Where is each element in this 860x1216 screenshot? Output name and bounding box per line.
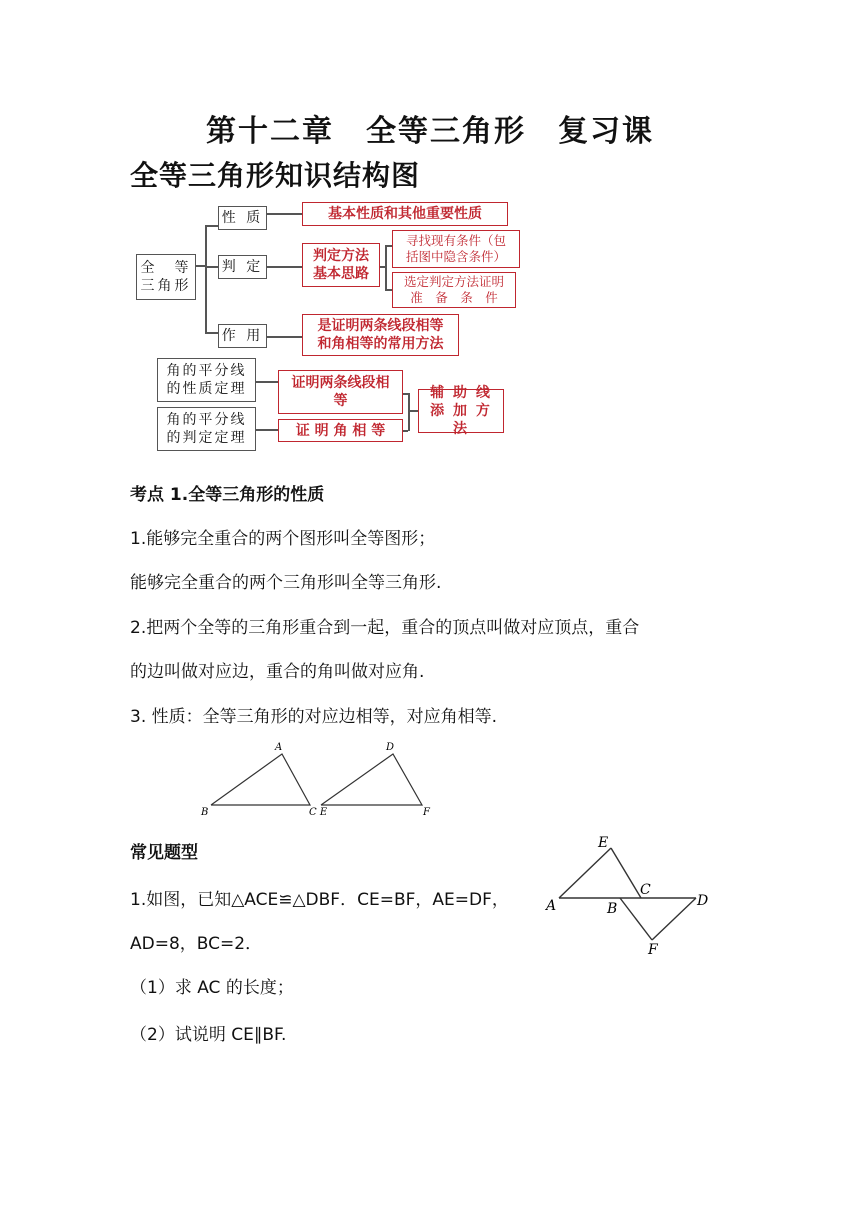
auxiliary-lines-method: [418, 385, 504, 437]
root-line1: 全 等: [140, 260, 192, 276]
label-A: A: [275, 742, 283, 753]
label-D: D: [386, 742, 395, 753]
criteria-step1: [392, 230, 520, 268]
bisector-criteria-theorem: [157, 407, 256, 451]
fig2-label-E: E: [598, 835, 609, 851]
paragraph-2: 能够完全重合的两个三角形叫全等三角形.: [130, 573, 442, 593]
bisector1-line2: 的性质定理: [166, 381, 247, 397]
prove-segments-equal: [278, 370, 403, 414]
root-node: [136, 254, 196, 300]
fig2-label-F: F: [648, 942, 658, 958]
section-title: 全等三角形知识结构图: [130, 159, 421, 192]
problem-figure: [540, 830, 720, 960]
fig2-label-B: B: [607, 901, 618, 917]
problem-line-1: 1.如图，已知△ACE≌△DBF．CE=BF，AE=DF，: [130, 890, 509, 910]
aux-lines-line1: 辅 助 线: [430, 385, 492, 401]
paragraph-3: 2.把两个全等的三角形重合到一起，重合的顶点叫做对应顶点，重合: [130, 618, 640, 638]
bisector1-line1: 角的平分线: [166, 363, 247, 379]
criteria-method: [302, 243, 380, 287]
fig2-label-C: C: [640, 882, 651, 898]
criteria-step2-line2: 准 备 条 件: [410, 290, 498, 305]
criteria-step1-line2: 括图中隐含条件）: [405, 249, 506, 264]
problem-question-2: （2）试说明 CE∥BF.: [130, 1025, 287, 1045]
root-line2: 三角形: [140, 278, 192, 294]
label-CE: C E: [309, 807, 328, 818]
usage-desc-line2: 和角相等的常用方法: [317, 336, 444, 352]
fig2-label-D: D: [697, 893, 709, 909]
properties-desc: 基本性质和其他重要性质: [302, 202, 508, 226]
usage-desc-line1: 是证明两条线段相等: [317, 318, 444, 334]
bisector2-line2: 的判定定理: [166, 430, 247, 446]
problem-line-2: AD=8，BC=2．: [130, 934, 263, 954]
common-problems-heading: 常见题型: [130, 843, 198, 863]
congruent-triangles-figure: [195, 738, 445, 820]
label-B: B: [201, 807, 209, 818]
node-criteria: 判 定: [218, 255, 267, 279]
paragraph-4: 的边叫做对应边，重合的角叫做对应角.: [130, 662, 425, 682]
node-usage: 作 用: [218, 324, 267, 348]
label-F: F: [423, 807, 430, 818]
bisector-property-theorem: [157, 358, 256, 402]
criteria-step2-line1: 选定判定方法证明: [403, 274, 504, 289]
criteria-method-line2: 基本思路: [313, 266, 369, 282]
prove-segments-line1: 证明两条线段相: [291, 375, 390, 391]
bisector2-line1: 角的平分线: [166, 412, 247, 428]
paragraph-1: 1.能够完全重合的两个图形叫全等图形；: [130, 529, 436, 549]
node-properties: 性 质: [218, 206, 267, 230]
usage-desc: [302, 314, 459, 356]
paragraph-5: 3. 性质：全等三角形的对应边相等，对应角相等.: [130, 707, 498, 727]
prove-segments-line2: 等: [333, 393, 348, 409]
section-heading-1: 考点 1.全等三角形的性质: [130, 485, 325, 505]
prove-angles-equal: 证 明 角 相 等: [278, 419, 403, 442]
criteria-method-line1: 判定方法: [313, 248, 369, 264]
fig2-label-A: A: [546, 898, 557, 914]
aux-lines-line2: 添 加 方 法: [430, 403, 492, 437]
page-title: 第十二章 全等三角形 复习课: [206, 114, 654, 149]
criteria-step1-line1: 寻找现有条件（包: [405, 233, 506, 248]
problem-question-1: （1）求 AC 的长度；: [130, 978, 294, 998]
criteria-step2: [392, 272, 516, 308]
